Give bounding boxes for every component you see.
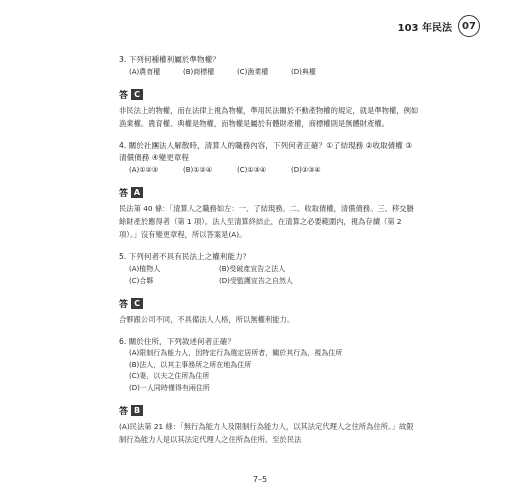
option-d: (D)一人同時僅得有兩住所 bbox=[129, 383, 210, 392]
question-5-options bbox=[129, 263, 419, 275]
answer-label: 答 bbox=[119, 300, 129, 310]
answer-badge: C bbox=[131, 89, 143, 100]
answer-label: 答 bbox=[119, 407, 129, 417]
answer-header bbox=[119, 186, 419, 199]
question-3-options bbox=[129, 66, 419, 78]
answer-label: 答 bbox=[119, 91, 129, 101]
answer-header bbox=[119, 297, 419, 310]
question-4-options bbox=[129, 164, 419, 176]
page-content bbox=[119, 54, 419, 456]
answer-badge: C bbox=[131, 298, 143, 309]
page-number: 7–5 bbox=[252, 475, 268, 484]
answer-explanation: (A)民法第 21 條：「無行為能力人及限制行為能力人，以其法定代理人之住所為住所。」故限制行為能力人是以其法定代理人之住所為住所。至於民法 bbox=[119, 422, 414, 444]
option-b: (B)①②④ bbox=[183, 166, 213, 174]
answer-header bbox=[119, 88, 419, 101]
option-c: (C)妻，以夫之住所為住所 bbox=[129, 372, 210, 380]
answer-label: 答 bbox=[119, 189, 129, 199]
option-c: (C)①③④ bbox=[237, 166, 267, 174]
option-a: (A)限制行為能力人，因特定行為選定居所者，關於其行為，視為住所 bbox=[129, 349, 343, 357]
question-5-options-row2 bbox=[129, 275, 419, 287]
option-b: (B)受破產宣告之法人 bbox=[219, 265, 286, 273]
option-d: (D)②③④ bbox=[291, 166, 321, 174]
question-4-stem: 4. 關於社團法人解散時，清算人的職務內容，下列何者正確？①了結現務 ②收取債權 ③清償債務 ④變更章程 bbox=[119, 141, 413, 162]
answer-badge: B bbox=[131, 405, 143, 416]
option-b: (B)商標權 bbox=[183, 68, 215, 76]
header-title: 103 年民法 bbox=[397, 22, 452, 34]
option-a: (A)農育權 bbox=[129, 68, 161, 76]
question-5-stem: 5. 下列何者不具有民法上之權利能力？ bbox=[119, 252, 251, 261]
chapter-badge: 07 bbox=[458, 15, 480, 37]
option-a: (A)植物人 bbox=[129, 265, 161, 273]
question-3-stem: 3. 下列何種權利屬於準物權？ bbox=[119, 55, 220, 64]
option-d: (D)受監護宣告之自然人 bbox=[219, 277, 293, 285]
option-b: (B)法人，以其主事務所之所在地為住所 bbox=[129, 360, 252, 369]
option-a: (A)①②③ bbox=[129, 166, 159, 174]
option-d: (D)典權 bbox=[291, 68, 316, 76]
option-c: (C)漁業權 bbox=[237, 68, 269, 76]
answer-header bbox=[119, 404, 419, 417]
question-6-stem: 6. 關於住所，下列敘述何者正確？ bbox=[119, 337, 235, 346]
answer-explanation: 合夥跟公司不同，不具備法人人格，所以無權利能力。 bbox=[119, 315, 295, 324]
page-header bbox=[398, 14, 480, 38]
answer-explanation: 民法第 40 條：「清算人之職務如左：一、了結現務。二、收取債權，清償債務。三、移交賸餘財產於應得者（第 1 項）。法人至清算終結止，在清算之必要範圍內，視為存續（第 2 項）。」沒有變更章程，所以答案是(A)。 bbox=[119, 204, 414, 239]
answer-explanation: 非民法上的物權，而在法律上視為物權，準用民法關於不動產物權的規定，就是準物權，例如漁業權。農育權、典權是物權，而物權是屬於有體財產權，商標權則是無體財產權。 bbox=[119, 106, 419, 128]
option-c: (C)合夥 bbox=[129, 277, 154, 285]
answer-badge: A bbox=[131, 187, 143, 198]
